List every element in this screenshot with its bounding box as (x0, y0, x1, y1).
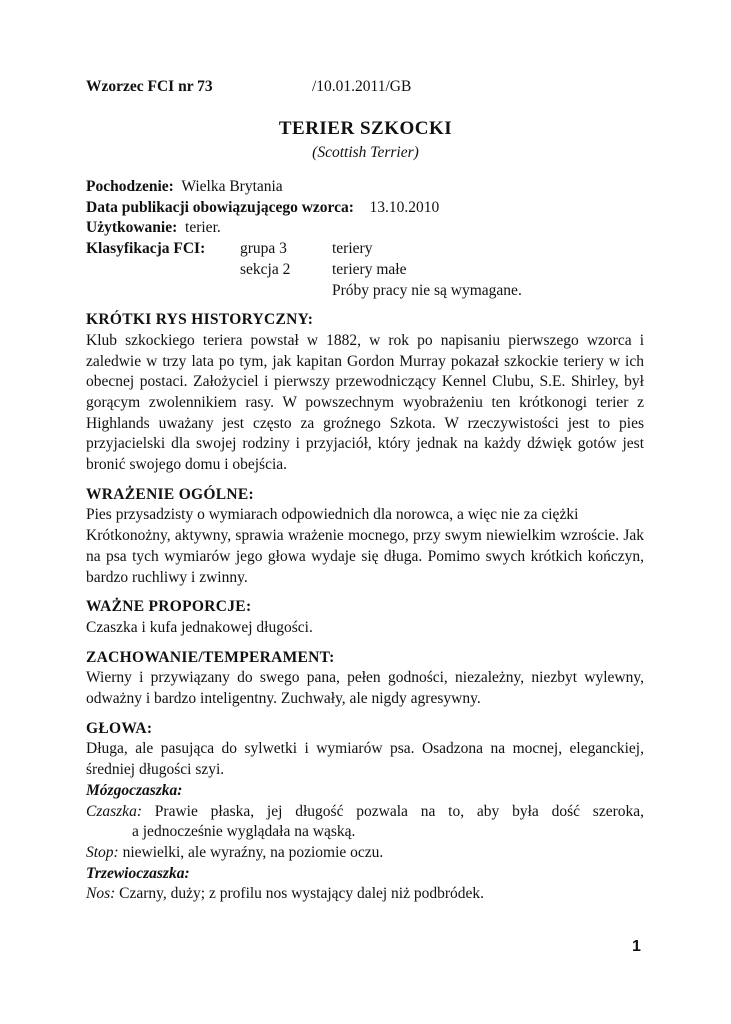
document-header (86, 78, 412, 96)
publication-row (86, 198, 644, 219)
usage-label: Użytkowanie: (86, 219, 178, 237)
stop-label: Stop: (86, 843, 119, 861)
history-heading: KRÓTKI RYS HISTORYCZNY: (86, 311, 314, 329)
skull-line (86, 802, 644, 823)
history-text: Klub szkockiego teriera powstał w 1882, w rok po napisaniu pierwszego wzorca i zaledwie w trzy lata po tym, jak kapitan Gordon Murray pokazał szkockie teriery w ich obecnej postaci. Założyciel i pierwszy przewodniczący Kennel Clubu, S.E. Shirley, był gorącym zwolennikiem rasy. W powszechnym wyobrażeniu ten krótkonogi terier z Highlands uważany jest często za groźnego Szkota. W rzeczywistości jest to pies przyjacielski dla swojej rodziny i przyjaciół, który jednak na każdy dźwięk gotów jest bronić swojego domu i obejścia. (86, 331, 644, 474)
standard-date-code: /10.01.2011/GB (312, 78, 412, 95)
cranial-region-heading: Mózgoczaszka: (86, 781, 183, 799)
proportions-heading: WAŻNE PROPORCJE: (86, 598, 252, 616)
page-title: TERIER SZKOCKI (278, 118, 453, 139)
classification-section-name: teriery małe (332, 260, 407, 278)
page-number: 1 (632, 938, 641, 955)
nose-line (86, 884, 644, 905)
stop-line (86, 843, 644, 864)
proportions-text: Czaszka i kufa jednakowej długości. (86, 618, 313, 636)
skull-label: Czaszka: (86, 802, 142, 820)
origin-row (86, 177, 644, 198)
usage-value: terier. (185, 219, 221, 237)
classification-work-trial: Próby pracy nie są wymagane. (332, 281, 522, 299)
classification-group: grupa 3 (240, 240, 287, 258)
nose-text: Czarny, duży; z profilu nos wystający dalej niż podbródek. (119, 885, 485, 903)
facial-region-heading: Trzewioczaszka: (86, 864, 190, 882)
general-appearance-line-1: Pies przysadzisty o wymiarach odpowiednich dla norowca, a więc nie za ciężki (86, 506, 579, 524)
origin-value: Wielka Brytania (181, 178, 283, 195)
classification-section: sekcja 2 (240, 260, 291, 278)
skull-text: Prawie płaska, jej długość pozwala na to, aby była dość szeroka, (154, 802, 645, 820)
classification-block (86, 239, 644, 301)
temperament-text: Wierny i przywiązany do swego pana, pełen godności, niezależny, niezbyt wylewny, odważny i bardzo inteligentny. Zuchwały, ale nigdy agresywny. (86, 669, 644, 708)
nose-label: Nos: (86, 885, 116, 903)
classification-group-name: teriery (332, 240, 373, 258)
page-subtitle: (Scottish Terrier) (312, 144, 419, 161)
publication-value: 13.10.2010 (369, 198, 440, 216)
origin-label: Pochodzenie: (86, 178, 174, 195)
classification-label: Klasyfikacja FCI: (86, 240, 206, 258)
general-appearance-heading: WRAŻENIE OGÓLNE: (86, 485, 255, 503)
skull-line-continued: a jednocześnie wyglądała na wąską. (132, 823, 356, 841)
usage-row (86, 218, 644, 239)
head-heading: GŁOWA: (86, 719, 153, 737)
general-appearance-text: Krótkonożny, aktywny, sprawia wrażenie mocnego, przy swym niewielkim wzroście. Jak na psa tych wymiarów jego głowa wydaje się długa. Pomimo swych krótkich kończyn, bardzo ruchliwy i zwinny. (86, 527, 644, 586)
publication-label: Data publikacji obowiązującego wzorca: (86, 198, 354, 216)
stop-text: niewielki, ale wyraźny, na poziomie oczu. (122, 843, 384, 861)
temperament-heading: ZACHOWANIE/TEMPERAMENT: (86, 648, 335, 666)
standard-number: Wzorzec FCI nr 73 (86, 78, 213, 95)
document-body (86, 177, 644, 905)
head-text: Długa, ale pasująca do sylwetki i wymiarów psa. Osadzona na mocnej, eleganckiej, średniej długości szyi. (86, 740, 644, 779)
